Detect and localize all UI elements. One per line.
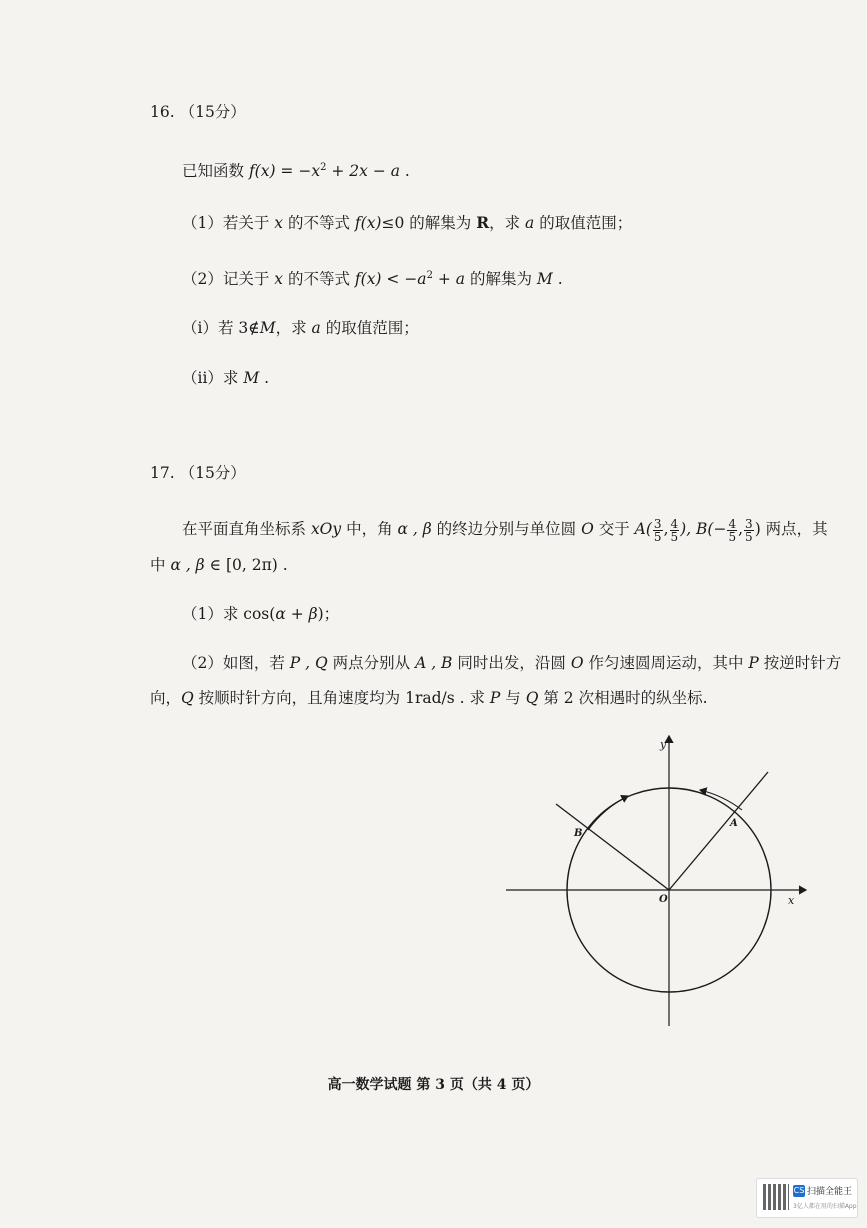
fraction-a-y: $\frac{4}{5}$ [670, 516, 679, 544]
point-a-label: A [730, 818, 738, 829]
camscanner-logo-icon: CS [793, 1186, 805, 1195]
origin-label: O [659, 894, 668, 905]
point-b-label: B [574, 828, 583, 839]
watermark-title: 扫描全能王 [807, 1187, 853, 1197]
clockwise-arrow [588, 796, 628, 830]
q17-header: 17. （15分） [150, 464, 246, 482]
q16-header: 16. （15分） [150, 103, 246, 121]
watermark-subtitle: 3亿人都在用的扫描App [793, 1203, 857, 1210]
counterclockwise-arrow [700, 790, 742, 810]
fraction-a-x: $\frac{3}{5}$ [653, 516, 662, 544]
page-footer: 高一数学试题 第 3 页（共 4 页） [327, 1077, 540, 1093]
q16-intro: 已知函数 $f(x) = -x^2 + 2x - a$ . [182, 162, 410, 181]
q17-part1: （1）求 cos(α + β)； [182, 605, 340, 623]
y-axis-label: y [660, 738, 667, 751]
q17-intro-line1: 在平面直角坐标系 xOy 中，角 α , β 的终边分别与单位圆 O 交于 A( $\frac{3}{5}$ , $\frac{4}{5}$ ), B(− $\frac{4}{5}$ , $\frac{3}{5}$ ) 两点，其 [182, 516, 828, 544]
scanner-watermark [756, 1178, 858, 1218]
unit-circle-diagram [500, 730, 820, 1030]
fraction-b-x: $\frac{4}{5}$ [728, 516, 737, 544]
q17-part2-line1: （2）如图，若 P , Q 两点分别从 A , B 同时出发，沿圆 O 作匀速圆周运动，其中 P 按逆时针方 [182, 654, 842, 672]
fraction-b-y: $\frac{3}{5}$ [745, 516, 753, 544]
q17-intro-line2: 中 α , β ∈ [0, 2π) . [150, 556, 288, 574]
q16-part2-i: （i）若 3∉M，求 a 的取值范围； [182, 319, 419, 337]
ray-ob [556, 804, 669, 890]
q16-part2: （2）记关于 x 的不等式 $f(x) < -a^2 + a$ 的解集为 M . [182, 270, 563, 289]
q16-part2-ii: （ii）求 M . [182, 369, 270, 387]
qr-code-icon [763, 1184, 789, 1210]
q16-part1: （1）若关于 x 的不等式 f(x)≤0 的解集为 R，求 a 的取值范围； [182, 213, 633, 232]
x-axis-label: x [788, 894, 795, 907]
q17-part2-line2: 向，Q 按顺时针方向，且角速度均为 1rad/s . 求 P 与 Q 第 2 次相遇时的纵坐标. [150, 689, 708, 707]
